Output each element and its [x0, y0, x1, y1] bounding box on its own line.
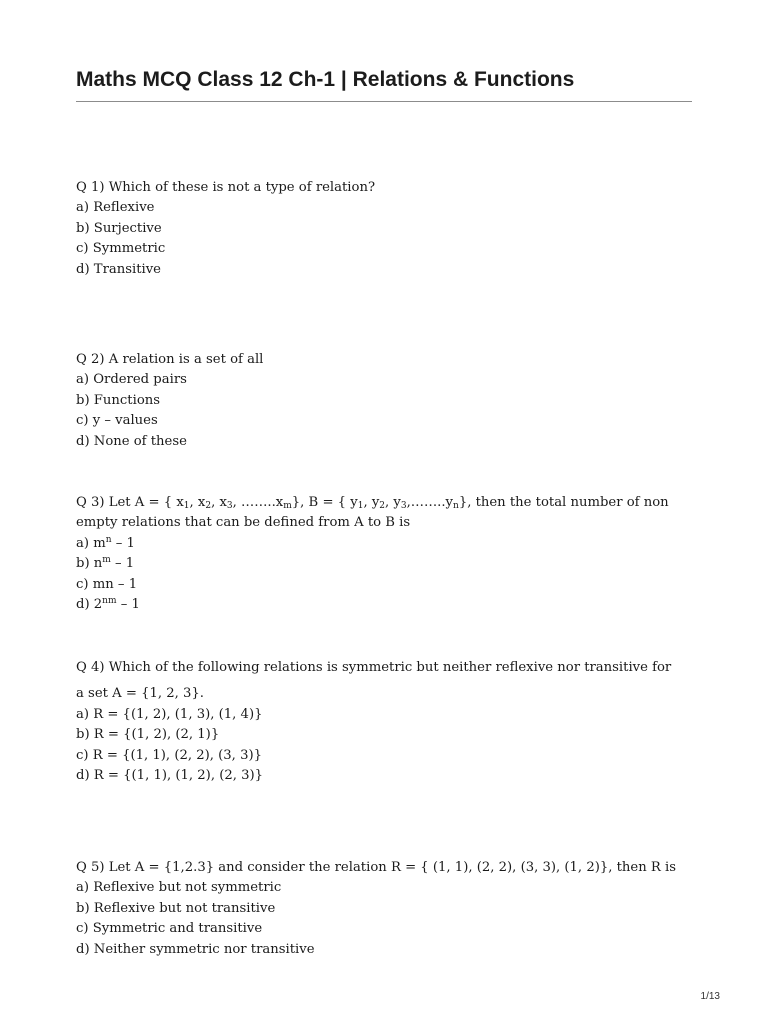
question-2-stem: Q 2) A relation is a set of all — [76, 352, 264, 367]
question-5-option-a: a) Reflexive but not symmetric — [76, 880, 282, 896]
question-4 — [76, 658, 692, 786]
question-3 — [76, 493, 692, 615]
question-4-option-d: d) R = {(1, 1), (1, 2), (2, 3)} — [76, 768, 264, 784]
question-1-option-a: a) Reflexive — [76, 200, 155, 216]
question-2-option-a: a) Ordered pairs — [76, 372, 187, 388]
question-2-option-c: c) y – values — [76, 413, 158, 429]
question-1-option-b: b) Surjective — [76, 220, 162, 236]
question-3-option-a: a) $m^n - 1$ — [76, 534, 135, 551]
question-5-option-d: d) Neither symmetric nor transitive — [76, 941, 315, 957]
question-4-stem: Q 4) Which of the following relations is symmetric but neither reflexive nor transitive for — [76, 660, 672, 675]
question-5-option-b: b) Reflexive but not transitive — [76, 900, 276, 916]
question-2-option-b: b) Functions — [76, 392, 161, 408]
question-1-stem: Q 1) Which of these is not a type of relation? — [76, 180, 376, 195]
question-5-option-c: c) Symmetric and transitive — [76, 921, 263, 937]
question-1-option-d: d) Transitive — [76, 261, 161, 277]
question-5-stem: Q 5) Let A = {1,2.3} and consider the relation R = { (1, 1), (2, 2), (3, 3), (1, 2)}, then R is — [76, 860, 677, 875]
page-number: 1/13 — [700, 991, 720, 1002]
question-3-stem-continued: empty relations that can be defined from A to B is — [76, 515, 411, 531]
question-4-option-b: b) R = {(1, 2), (2, 1)} — [76, 727, 220, 743]
question-3-option-c: c) mn – 1 — [76, 576, 138, 592]
title-divider — [76, 101, 692, 102]
question-4-stem-continued: a set A = {1, 2, 3}. — [76, 686, 204, 702]
question-1-option-c: c) Symmetric — [76, 241, 166, 257]
question-4-option-c: c) R = {(1, 1), (2, 2), (3, 3)} — [76, 747, 262, 763]
question-4-option-a: a) R = {(1, 2), (1, 3), (1, 4)} — [76, 706, 263, 722]
question-3-stem: Q 3) Let A = { $x_1$, $x_2$, $x_3$, $\dots\dots..x_m$}, B = { $y_1$, $y_2$, $y_3,\dots\dots..y_n$}, then the total number of non — [76, 495, 669, 511]
question-3-option-d: d) $2^{nm} - 1$ — [76, 596, 140, 613]
question-1 — [76, 178, 692, 280]
page-title: Maths MCQ Class 12 Ch-1 | Relations & Functions — [76, 68, 575, 91]
question-3-option-b: b) $n^m - 1$ — [76, 555, 135, 572]
question-5 — [76, 858, 692, 960]
question-2 — [76, 350, 692, 452]
question-2-option-d: d) None of these — [76, 433, 187, 449]
